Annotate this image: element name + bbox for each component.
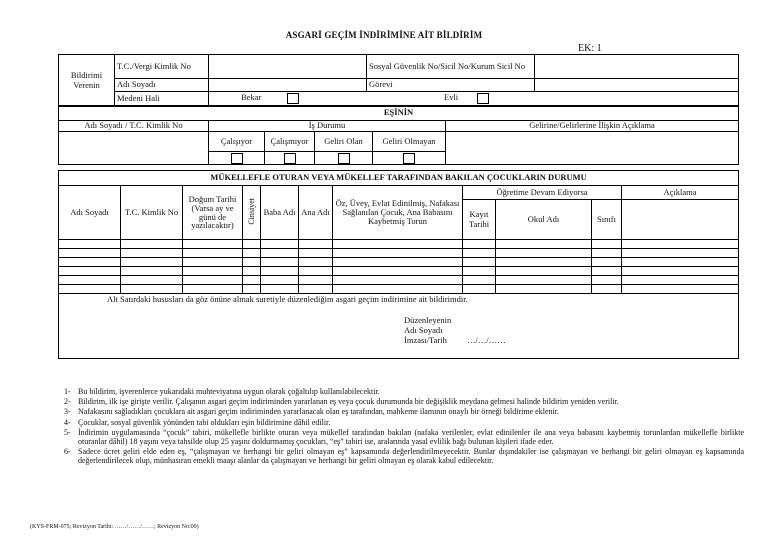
status-has-income: Geliri Olan [315,132,373,152]
tc-label: T.C./Vergi Kimlik No [115,55,209,79]
note-item [64,428,744,446]
child-mother-col: Ana Adı [299,186,333,240]
note-text: Çocuklar, sosyal güvenlik yönünden tabi oldukları eşin bildirimine dâhil edilir. [78,417,331,427]
note-text: Sadece ücret geliri elde eden eş, “çalışmayan ve herhangi bir geliri olmayan eş” kapsamında değerlendirilmeyecektir. Bunlar dışındakiler ise çalışmayan ve herhangi bir geliri olmayan eş kapsamında değerlendirilecek olup, münhasıran emekli maaşı alanlar da çalışmayan ve herhangi bir geliri olmayan eş olarak kabul edilecektir. [78,447,744,466]
spouse-income-col: Gelirine/Gelirlerine İlişkin Açıklama [446,121,739,132]
note-number: 2- [64,397,71,407]
children-table [58,170,739,359]
no-income-checkbox[interactable] [403,153,415,164]
child-desc-col: Açıklama [622,186,739,200]
signer-date-field[interactable]: …/…/…… [467,335,506,345]
note-number: 6- [64,447,71,457]
note-text: İndirimin uygulamasında “çocuk” tabiri, mükellefle birlikte oturan veya mükellef tarafından bakılan (nafaka verilenler, evlat edinilenler ile ana veya babasını kaybetmiş torunlardan mükellefle birlikte oturanlar dâhil) 18 yaşını veya tahsilde olup 25 yaşını doldurmamış çocukları, “eş” tabiri ise, aralarında yasal evlilik bağı bulunan kişileri ifade eder. [78,427,744,446]
status-working: Çalışıyor [209,132,265,152]
child-name-col: Adı Soyadı [59,186,121,240]
note-item [64,447,744,465]
declaration-text: Alt Satırdaki hususları da göz önüne almak suretiyle düzenlediğim asgari geçim indirimine ait bildirimdir. [107,294,468,304]
name-field[interactable] [209,79,367,92]
sgk-label: Sosyal Güvenlik No/Sicil No/Kurum Sicil No [367,55,535,79]
child-class-col: Sınıfı [592,200,622,240]
child-father-col: Baba Adı [261,186,299,240]
has-income-checkbox-cell [315,152,373,165]
table-row[interactable] [59,249,739,258]
spouse-income-field[interactable] [446,132,739,165]
spouse-header: EŞİNİN [59,106,739,121]
signer-sign-date-label: İmzası/Tarih [404,335,447,345]
note-number: 3- [64,407,71,417]
note-number: 1- [64,387,71,396]
duty-field[interactable] [535,79,739,92]
not-working-checkbox[interactable] [284,153,296,164]
table-row[interactable] [59,240,739,249]
form-title: ASGARİ GEÇİM İNDİRİMİNE AİT BİLDİRİM [285,30,483,40]
declarant-table [58,54,739,107]
name-label: Adı Soyadı [115,79,209,92]
note-item [64,387,744,396]
tc-field[interactable] [209,55,367,79]
status-no-income: Geliri Olmayan [373,132,446,152]
table-row[interactable] [59,258,739,267]
status-not-working: Çalışmıyor [265,132,315,152]
sgk-field[interactable] [535,55,739,79]
option-married-label: Evli [444,92,459,102]
note-number: 5- [64,427,71,437]
marital-label: Medeni Hali [115,92,209,107]
edu-header: Öğretime Devam Ediyorsa [463,186,622,200]
option-single-label: Bekar [241,92,262,102]
working-checkbox-cell [209,152,265,165]
table-row[interactable] [59,276,739,285]
spouse-name-col: Adı Soyadı / T.C. Kimlik No [59,121,209,132]
declarant-group-label: Bildirimi Verenin [59,55,115,107]
child-status-col: Öz, Üvey, Evlat Edinilmiş, Nafakası Sağlanılan Çocuk, Ana Babasını Kaybetmiş Torun [333,186,463,240]
signer-label: Düzenleyenin [404,315,452,325]
child-reg-date-col: Kayıt Tarihi [463,200,496,240]
note-item [64,397,744,406]
working-checkbox[interactable] [231,153,243,164]
duty-label: Görevi [367,79,535,92]
not-working-checkbox-cell [265,152,315,165]
note-item [64,407,744,416]
single-checkbox[interactable] [287,93,299,104]
children-header: MÜKELLEFLE OTURAN VEYA MÜKELLEF TARAFINDAN BAKILAN ÇOCUKLARIN DURUMU [59,171,739,186]
note-text: Nafakasını sağladıkları çocuklara ait asgari geçim indiriminden yararlanacak olan eş tarafından, mahkeme ilamının onaylı bir örneği bildirime eklenir. [78,407,559,417]
married-checkbox[interactable] [477,93,489,104]
spouse-table [58,105,739,165]
spouse-work-col: İş Durumu [209,121,446,132]
note-item [64,418,744,427]
signer-name-label: Adı Soyadı [404,325,443,335]
no-income-checkbox-cell [373,152,446,165]
table-row[interactable] [59,267,739,276]
child-desc-field[interactable] [622,200,739,240]
notes-list [64,387,744,467]
table-row[interactable] [59,285,739,294]
spouse-name-field[interactable] [59,132,209,165]
annex-label: EK: 1 [578,43,602,54]
form-footer: (KYS-FRM-075; Revizyon Tarihi: ……/……/……; Revizyon No:00) [30,524,199,530]
child-school-col: Okul Adı [496,200,592,240]
child-gender-label: Cinsiyet [246,197,256,225]
child-tc-col: T.C. Kimlik No [121,186,183,240]
child-birth-col: Doğum Tarihi (Varsa ay ve günü de yazılacaktır) [183,186,243,240]
note-number: 4- [64,417,71,427]
note-text: Bildirim, ilk işe girişte verilir. Çalışanın asgari geçim indiriminden yararlanan eş veya çocuk durumunda bir değişiklik meydana gelmesi halinde bildirim yeniden verilir. [78,397,619,407]
child-gender-col [243,186,261,240]
declaration-cell [59,294,739,359]
has-income-checkbox[interactable] [338,153,350,164]
note-text: Bu bildirim, işverenlerce yukarıdaki muhteviyatına uygun olarak çoğaltılıp kullanılabilecektir. [78,387,380,396]
